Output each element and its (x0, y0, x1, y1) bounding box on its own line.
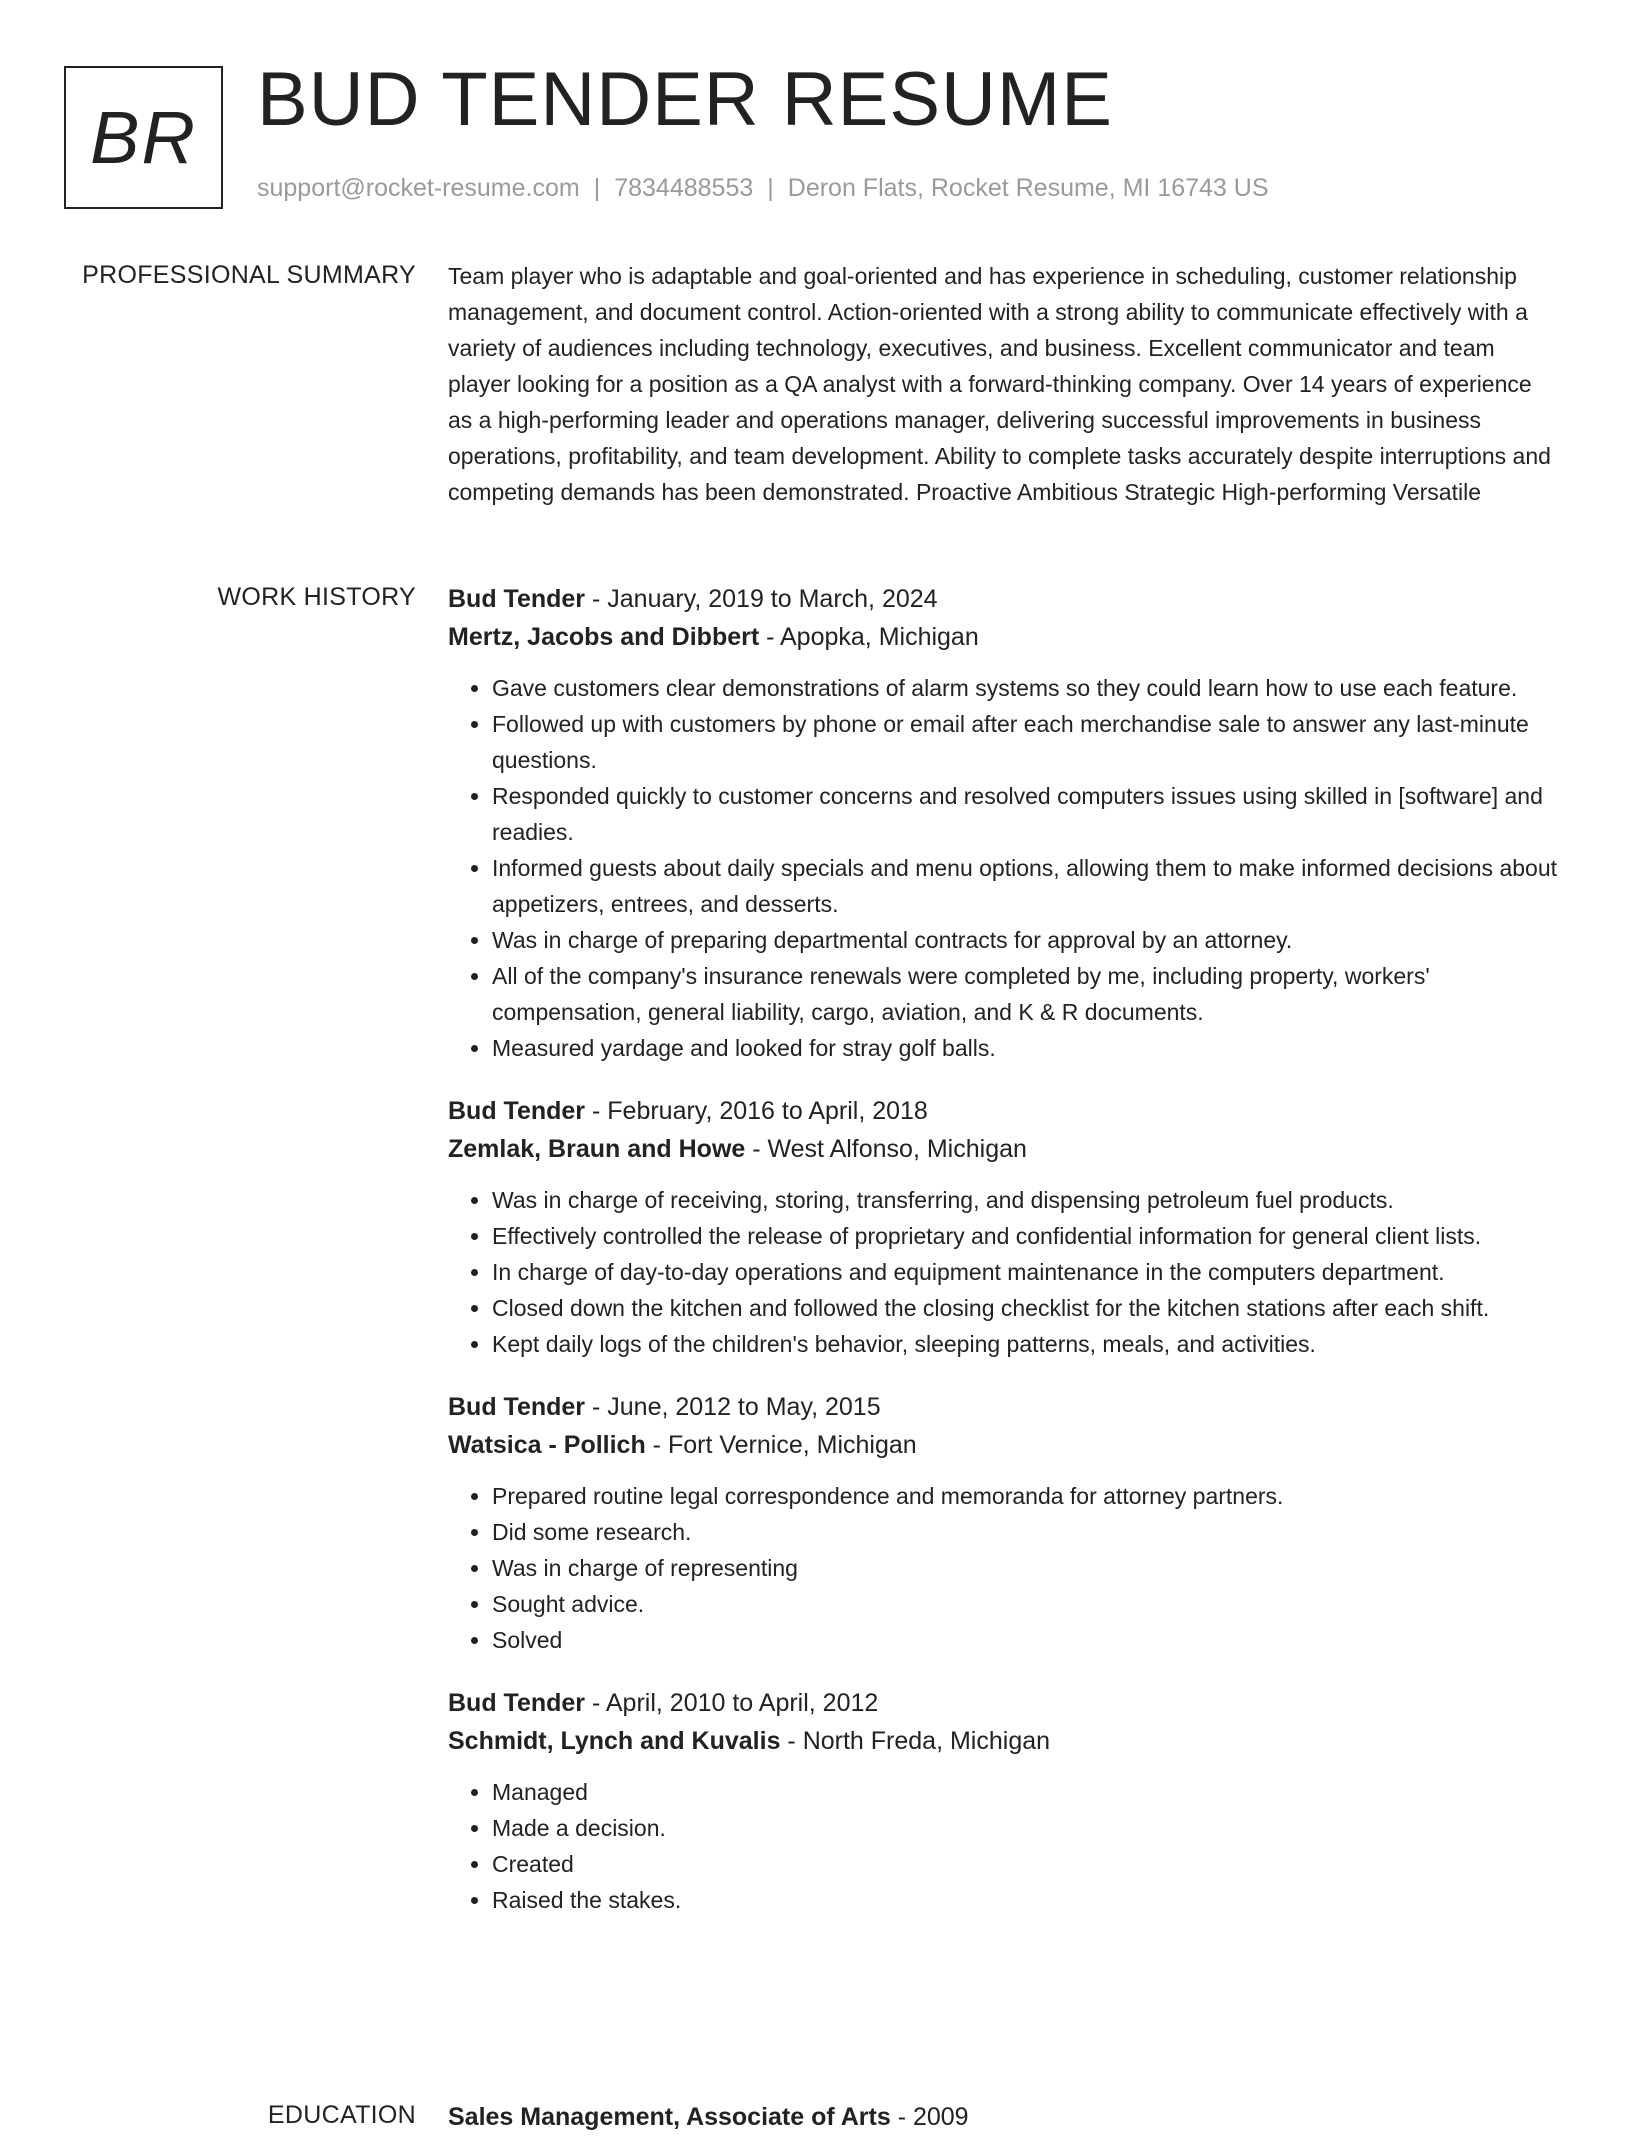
job-bullet: • Sought advice. (492, 1586, 1558, 1622)
job-entry (448, 1092, 1558, 1362)
education-body (448, 2098, 1558, 2136)
summary-text: Team player who is adaptable and goal-oriented and has experience in scheduling, customer relationship management, and document control. Action-oriented with a strong ability to communicate effectively with a variety of audiences including technology, executives, and business. Excellent communicator and team player looking for a position as a QA analyst with a forward-thinking company. Over 14 years of experience as a high-performing leader and operations manager, delivering successful improvements in business operations, profitability, and team development. Ability to complete tasks accurately despite interruptions and competing demands has been demonstrated. Proactive Ambitious Strategic High-performing Versatile (448, 263, 1551, 505)
education-label: EDUCATION (267, 2101, 416, 2129)
job-location: - West Alfonso, Michigan (745, 1135, 1027, 1163)
job-bullet: • Measured yardage and looked for stray golf balls. (492, 1030, 1558, 1066)
job-entry (448, 1388, 1558, 1658)
job-title-line (448, 1684, 1558, 1722)
job-title: Bud Tender (448, 585, 586, 613)
summary-body (448, 258, 1558, 510)
job-company-line (448, 1722, 1558, 1760)
job-bullet: • Was in charge of receiving, storing, transferring, and dispensing petroleum fuel products. (492, 1182, 1558, 1218)
job-location: - Apopka, Michigan (759, 623, 979, 651)
monogram-initials: BR (64, 66, 223, 209)
education-year: - 2009 (890, 2103, 969, 2131)
job-bullet: • Was in charge of representing (492, 1550, 1558, 1586)
contact-line (257, 174, 1269, 203)
job-bullet: • Did some research. (492, 1514, 1558, 1550)
contact-separator: | (593, 174, 601, 202)
job-bullet: • Solved (492, 1622, 1558, 1658)
contact-separator: | (767, 174, 774, 202)
resume-title: BUD TENDER RESUME (257, 57, 1113, 142)
contact-email: support@rocket-resume.com (257, 174, 580, 202)
job-bullet: • Prepared routine legal correspondence and memoranda for attorney partners. (492, 1478, 1558, 1514)
job-title-line (448, 580, 1558, 618)
job-bullet-list (448, 1182, 1558, 1362)
job-company-line (448, 618, 1558, 656)
job-title: Bud Tender (448, 1689, 586, 1717)
job-bullet: • Raised the stakes. (492, 1882, 1558, 1918)
job-company: Watsica - Pollich (448, 1431, 646, 1459)
job-bullet: • Responded quickly to customer concerns and resolved computers issues using skilled in [software] and readies. (492, 778, 1558, 850)
job-entry (448, 1684, 1558, 1918)
job-bullet: • Created (492, 1846, 1558, 1882)
job-bullet: • Effectively controlled the release of proprietary and confidential information for general client lists. (492, 1218, 1558, 1254)
job-company: Mertz, Jacobs and Dibbert (448, 623, 760, 651)
job-bullet: • Managed (492, 1774, 1558, 1810)
job-bullet-list (448, 1478, 1558, 1658)
resume-header (64, 57, 1564, 210)
contact-phone: 7834488553 (614, 174, 754, 202)
job-company-line (448, 1426, 1558, 1464)
job-company-line (448, 1130, 1558, 1168)
job-bullet: • In charge of day-to-day operations and equipment maintenance in the computers department. (492, 1254, 1558, 1290)
job-bullet: • Followed up with customers by phone or email after each merchandise sale to answer any last-minute questions. (492, 706, 1558, 778)
work-history-label: WORK HISTORY (217, 583, 416, 611)
job-bullet: • Gave customers clear demonstrations of alarm systems so they could learn how to use each feature. (492, 670, 1558, 706)
job-dates: - January, 2019 to March, 2024 (585, 585, 938, 613)
work-history-body (448, 580, 1558, 1944)
job-bullet: • Made a decision. (492, 1810, 1558, 1846)
job-title-line (448, 1092, 1558, 1130)
contact-address: Deron Flats, Rocket Resume, MI 16743 US (787, 174, 1269, 202)
job-bullet: • Kept daily logs of the children's behavior, sleeping patterns, meals, and activities. (492, 1326, 1558, 1362)
job-location: - North Freda, Michigan (780, 1727, 1051, 1755)
summary-label: PROFESSIONAL SUMMARY (82, 261, 416, 289)
job-bullet: • Informed guests about daily specials and menu options, allowing them to make informed decisions about appetizers, entrees, and desserts. (492, 850, 1558, 922)
job-title-line (448, 1388, 1558, 1426)
job-bullet: • All of the company's insurance renewals were completed by me, including property, workers' compensation, general liability, cargo, aviation, and K & R documents. (492, 958, 1558, 1030)
job-dates: - April, 2010 to April, 2012 (585, 1689, 879, 1717)
job-bullet-list (448, 1774, 1558, 1918)
job-dates: - February, 2016 to April, 2018 (585, 1097, 928, 1125)
job-bullet-list (448, 670, 1558, 1066)
job-bullet: • Closed down the kitchen and followed the closing checklist for the kitchen stations after each shift. (492, 1290, 1558, 1326)
job-bullet: • Was in charge of preparing departmental contracts for approval by an attorney. (492, 922, 1558, 958)
job-dates: - June, 2012 to May, 2015 (585, 1393, 881, 1421)
job-title: Bud Tender (448, 1097, 586, 1125)
job-location: - Fort Vernice, Michigan (645, 1431, 917, 1459)
job-company: Schmidt, Lynch and Kuvalis (448, 1727, 781, 1755)
education-degree: Sales Management, Associate of Arts (448, 2103, 891, 2131)
education-entry (448, 2098, 1558, 2136)
job-company: Zemlak, Braun and Howe (448, 1135, 746, 1163)
job-title: Bud Tender (448, 1393, 586, 1421)
job-entry (448, 580, 1558, 1066)
